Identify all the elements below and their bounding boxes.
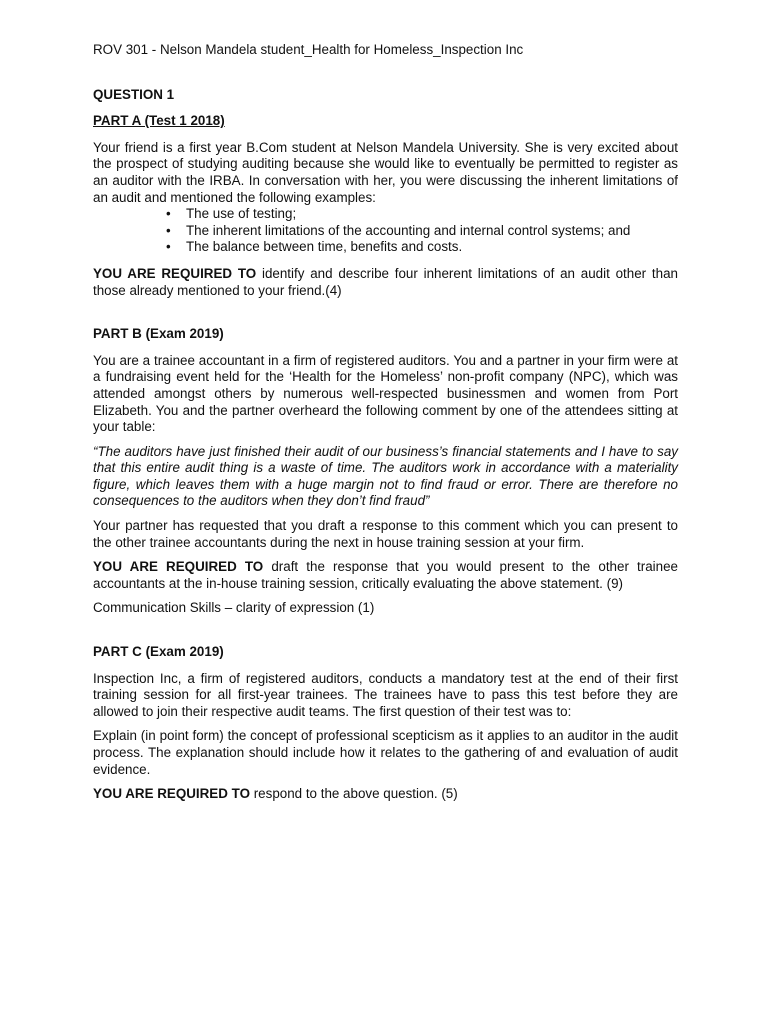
part-a-intro: Your friend is a first year B.Com student at Nelson Mandela University. She is very excited about the prospect of studying auditing because she would like to eventually be permitted to register as an auditor with the IRBA. In conversation with her, you were discussing the inherent limitations of an audit and mentioned the following examples: xyxy=(93,139,678,205)
part-b-intro: You are a trainee accountant in a firm of registered auditors. You and a partner in your firm were at a fundraising event held for the ‘Health for the Homeless’ non-profit company (NPC), which was attended amongst others by numerous well-respected businessmen and women from Port Elizabeth. You and the partner overheard the following comment by one of the attendees sitting at your table: xyxy=(93,352,678,435)
part-b-requirement xyxy=(93,559,678,592)
required-text: respond to the above question. (5) xyxy=(250,786,458,802)
required-label: YOU ARE REQUIRED TO xyxy=(93,559,264,575)
part-c-intro: Inspection Inc, a firm of registered auditors, conducts a mandatory test at the end of their first training session for all first-year trainees. The trainees have to pass this test before they are allowed to join their respective audit teams. The first question of their test was to: xyxy=(93,670,678,719)
part-b-title: PART B (Exam 2019) xyxy=(93,326,224,342)
bullet-icon: • xyxy=(166,239,171,255)
part-b-quote: “The auditors have just finished their audit of our business’s financial statements and I have to say that this entire audit thing is a waste of time. The auditors work in accordance with a materiality figure, which leaves them with a huge margin not to find fraud or error. There are therefore no consequences to the auditors when they don’t find fraud” xyxy=(93,443,678,509)
part-c-requirement xyxy=(93,786,678,803)
part-c-title: PART C (Exam 2019) xyxy=(93,644,224,660)
question-title: QUESTION 1 xyxy=(93,86,175,102)
list-item xyxy=(93,223,678,240)
required-text: identify and describe four inherent limitations of an audit other than those already mentioned to your friend.(4) xyxy=(93,265,678,298)
list-item xyxy=(93,206,678,223)
document-page xyxy=(93,42,678,803)
bullet-icon: • xyxy=(166,222,171,238)
list-item xyxy=(93,239,678,256)
bullet-text: The balance between time, benefits and costs. xyxy=(186,239,463,255)
required-label: YOU ARE REQUIRED TO xyxy=(93,786,250,802)
part-a-requirement xyxy=(93,266,678,299)
part-a-title: PART A (Test 1 2018) xyxy=(93,113,225,129)
part-b-partner-request: Your partner has requested that you draft a response to this comment which you can present to the other trainee accountants during the next in house training session at your firm. xyxy=(93,518,678,550)
bullet-text: The inherent limitations of the accounting and internal control systems; and xyxy=(186,222,631,238)
required-text: draft the response that you would present to the other trainee accountants at the in-house training session, critically evaluating the above statement. (9) xyxy=(93,559,678,591)
part-c-question: Explain (in point form) the concept of professional scepticism as it applies to an auditor in the audit process. The explanation should include how it relates to the gathering of and evaluation of audit evidence. xyxy=(93,728,678,777)
required-label: YOU ARE REQUIRED TO xyxy=(93,265,257,281)
document-header: ROV 301 - Nelson Mandela student_Health for Homeless_Inspection Inc xyxy=(93,42,524,57)
part-a-bullet-list xyxy=(93,206,678,256)
part-b-communication-skills: Communication Skills – clarity of expression (1) xyxy=(93,600,375,616)
bullet-text: The use of testing; xyxy=(186,206,297,222)
bullet-icon: • xyxy=(166,206,171,222)
